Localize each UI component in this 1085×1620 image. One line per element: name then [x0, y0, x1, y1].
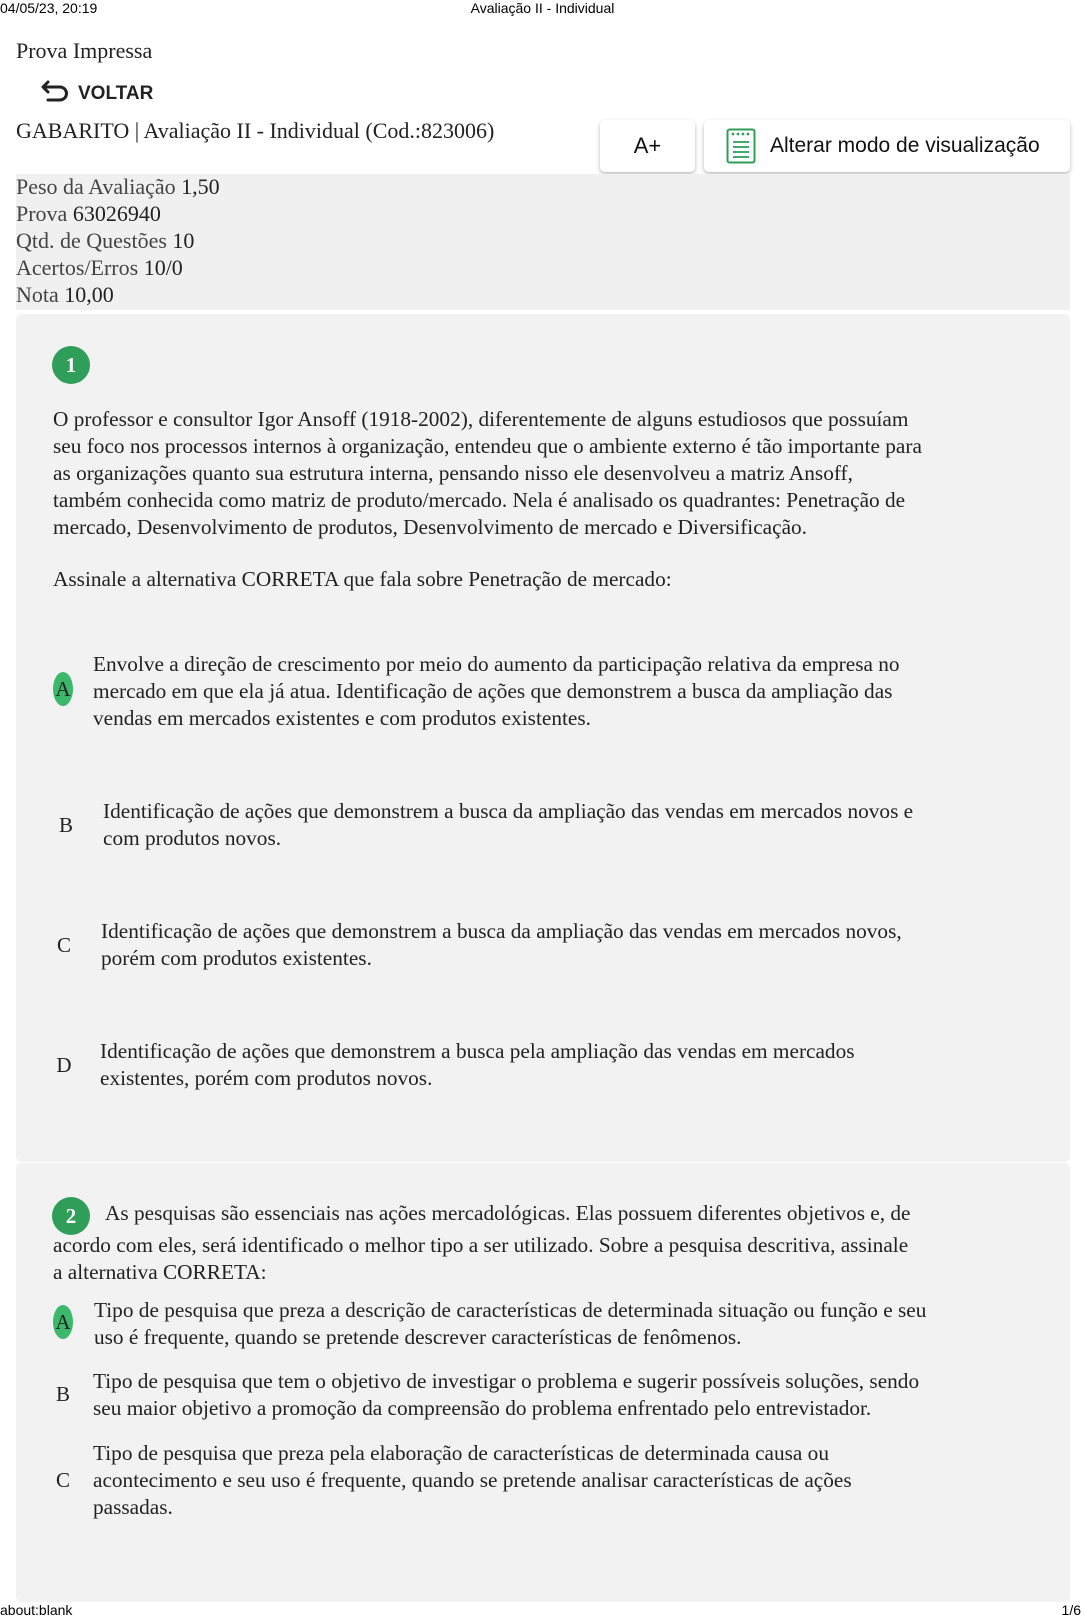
gabarito-title: GABARITO | Avaliação II - Individual (Cod.:823006): [16, 118, 495, 143]
question-prompt: Assinale a alternativa CORRETA que fala sobre Penetração de mercado:: [53, 567, 672, 591]
view-mode-label: Alterar modo de visualização: [770, 134, 1040, 157]
info-prova: Prova 63026940: [16, 201, 161, 226]
option-letter[interactable]: D: [56, 1052, 72, 1077]
info-qtd-questoes: Qtd. de Questões 10: [16, 228, 195, 253]
question-number-badge: 2: [52, 1197, 90, 1235]
option-text[interactable]: Identificação de ações que demonstrem a busca da ampliação das vendas em mercados novos e com produtos novos.: [103, 799, 914, 850]
option-text[interactable]: Tipo de pesquisa que preza a descrição de características de determinada situação ou função e seu uso é frequente, quando se pretende descrever características de fenômenos.: [94, 1298, 927, 1349]
option-letter[interactable]: C: [55, 1467, 70, 1492]
view-mode-button[interactable]: [704, 120, 1070, 172]
question-card: [16, 1163, 1070, 1602]
print-doc-title: Avaliação II - Individual: [470, 0, 615, 16]
question-text: As pesquisas são essenciais nas ações mercadológicas. Elas possuem diferentes objetivos e, de acordo com eles, será identificado o melhor tipo a ser utilizado. Sobre a pesquisa descritiva, assinale a alternativa CORRETA:: [53, 1201, 911, 1284]
option-text[interactable]: Envolve a direção de crescimento por meio do aumento da participação relativa da empresa no mercado em que ela já atua. Identificação de ações que demonstrem a busca da ampliação das vendas em mercados existentes e com produtos existentes.: [93, 652, 900, 730]
option-letter[interactable]: C: [56, 932, 71, 957]
back-button[interactable]: [40, 78, 153, 110]
info-peso: Peso da Avaliação 1,50: [16, 174, 220, 199]
print-url: about:blank: [0, 1602, 73, 1618]
option-letter[interactable]: B: [55, 1381, 70, 1406]
info-acertos-erros: Acertos/Erros 10/0: [16, 255, 183, 280]
option-letter-correct[interactable]: A: [53, 1305, 73, 1339]
back-arrow-icon: [40, 78, 78, 110]
question-card: [16, 314, 1070, 1162]
option-text[interactable]: Tipo de pesquisa que tem o objetivo de investigar o problema e sugerir possíveis soluções, sendo seu maior objetivo a promoção da compreensão do problema enfrentado pelo entrevistador.: [93, 1369, 920, 1420]
info-nota: Nota 10,00: [16, 282, 114, 307]
option-text[interactable]: Tipo de pesquisa que preza pela elaboração de características de determinada causa ou acontecimento e seu uso é frequente, quando se pretende analisar características de ações passadas.: [93, 1441, 852, 1519]
option-letter[interactable]: B: [58, 812, 73, 837]
print-page-number: 1/6: [1061, 1602, 1081, 1618]
back-label: VOLTAR: [78, 83, 154, 104]
print-datetime: 04/05/23, 20:19: [0, 0, 98, 16]
print-footer: [0, 1602, 1085, 1618]
increase-font-button[interactable]: A+: [600, 120, 695, 172]
page-title: Prova Impressa: [16, 38, 153, 63]
option-text[interactable]: Identificação de ações que demonstrem a busca da ampliação das vendas em mercados novos, porém com produtos existentes.: [101, 919, 902, 970]
document-list-icon: [726, 128, 756, 164]
question-text: O professor e consultor Igor Ansoff (1918-2002), diferentemente de alguns estudiosos que possuíam seu foco nos processos internos à organização, entendeu que o ambiente externo é tão importante para as organizações quanto sua estrutura interna, pensando nisso ele desenvolveu a matriz Ansoff, também conhecida como matriz de produto/mercado. Nela é analisado os quadrantes: Penetração de mercado, Desenvolvimento de produtos, Desenvolvimento de mercado e Diversificação.: [53, 407, 922, 539]
question-number-badge: 1: [52, 346, 90, 384]
option-letter-correct[interactable]: A: [53, 672, 73, 706]
exam-info-panel: [16, 174, 1070, 310]
option-text[interactable]: Identificação de ações que demonstrem a busca pela ampliação das vendas em mercados existentes, porém com produtos novos.: [100, 1039, 855, 1090]
print-header: [0, 0, 1085, 16]
